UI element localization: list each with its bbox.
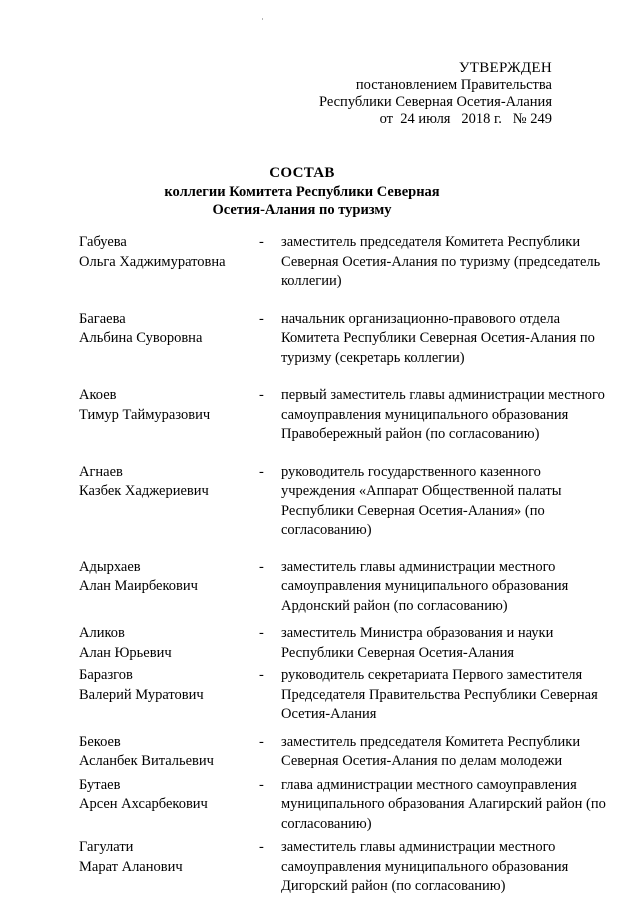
member-given-name: Валерий Муратович (79, 686, 204, 703)
document-subtitle-line-1: коллегии Комитета Республики Северная (164, 184, 440, 200)
member-given-name: Асланбек Витальевич (79, 753, 214, 769)
document-heading (0, 164, 604, 219)
member-role: заместитель председателя Комитета Республики Северная Осетия-Алания по туризму (председатель коллегии) (281, 234, 601, 289)
member-row (79, 233, 609, 292)
member-dash: - (259, 625, 264, 641)
member-surname: Аликов (79, 625, 125, 641)
member-row (79, 776, 609, 835)
member-row (79, 558, 609, 617)
document-title: СОСТАВ (269, 165, 335, 181)
member-surname: Бутаев (79, 776, 121, 793)
member-name (79, 838, 254, 877)
member-dash: - (259, 387, 264, 403)
approval-government-line: Республики Северная Осетия-Алания (318, 94, 552, 110)
member-name (79, 463, 254, 502)
member-surname: Багаева (79, 310, 126, 327)
document-subtitle-line-2: Осетия-Алания по туризму (212, 202, 392, 218)
member-row (79, 386, 609, 445)
member-dash: - (259, 234, 264, 250)
member-dash: - (259, 776, 264, 793)
member-role: глава администрации местного самоуправления муниципального образования Алагирский район (по согласованию) (281, 776, 606, 832)
member-role: заместитель главы администрации местного самоуправления муниципального образования Дигорский район (по согласованию) (281, 839, 569, 894)
approved-label: УТВЕРЖДЕН (458, 60, 552, 76)
approval-decree-line: постановлением Правительства (355, 77, 552, 93)
member-given-name: Марат Аланович (79, 858, 183, 875)
member-role: заместитель Министра образования и науки Республики Северная Осетия-Алания (281, 625, 554, 661)
member-name (79, 624, 254, 663)
member-dash: - (259, 558, 264, 575)
member-row (79, 624, 609, 663)
member-given-name: Арсен Ахсарбекович (79, 796, 208, 812)
member-role: заместитель председателя Комитета Республики Северная Осетия-Алания по делам молодежи (281, 733, 581, 769)
member-name (79, 666, 254, 705)
member-surname: Акоев (79, 387, 117, 403)
member-role: руководитель государственного казенного учреждения «Аппарат Общественной палаты Республики Северная Осетия-Алания» (по согласованию) (281, 463, 562, 538)
member-name (79, 233, 254, 272)
member-given-name: Алан Юрьевич (79, 644, 172, 661)
member-row (79, 310, 609, 369)
member-dash: - (259, 310, 264, 327)
member-row (79, 733, 609, 772)
member-role: первый заместитель главы администрации местного самоуправления муниципального образования Правобережный район (по согласованию) (281, 387, 605, 442)
member-dash: - (259, 733, 264, 750)
member-name (79, 733, 254, 772)
member-surname: Гагулати (79, 839, 134, 855)
approval-stamp (319, 60, 552, 128)
member-surname: Агнаев (79, 463, 123, 480)
member-dash: - (259, 839, 264, 855)
member-role: начальник организационно-правового отдела Комитета Республики Северная Осетия-Алания по туризму (секретарь коллегии) (281, 310, 595, 366)
member-dash: - (259, 667, 264, 683)
member-surname: Баразгов (79, 667, 133, 683)
member-surname: Бекоев (79, 733, 121, 750)
member-row (79, 666, 609, 725)
member-name (79, 558, 254, 597)
member-list (79, 233, 609, 897)
member-surname: Адырхаев (79, 558, 141, 575)
member-name (79, 776, 254, 815)
member-row (79, 463, 609, 541)
member-dash: - (259, 463, 264, 480)
member-role: руководитель секретариата Первого заместителя Председателя Правительства Республики Северная Осетия-Алания (281, 667, 598, 722)
member-given-name: Алан Маирбекович (79, 578, 198, 594)
approval-date-line: от 24 июля 2018 г. № 249 (379, 111, 552, 127)
scan-mark (262, 18, 263, 20)
member-given-name: Тимур Таймуразович (79, 406, 211, 423)
member-name (79, 310, 254, 349)
member-given-name: Альбина Суворовна (79, 330, 203, 346)
member-given-name: Казбек Хаджериевич (79, 483, 209, 499)
member-row (79, 838, 609, 897)
member-surname: Габуева (79, 234, 127, 250)
member-given-name: Ольга Хаджимуратовна (79, 253, 226, 270)
member-name (79, 386, 254, 425)
member-role: заместитель главы администрации местного самоуправления муниципального образования Ардонский район (по согласованию) (281, 558, 569, 614)
